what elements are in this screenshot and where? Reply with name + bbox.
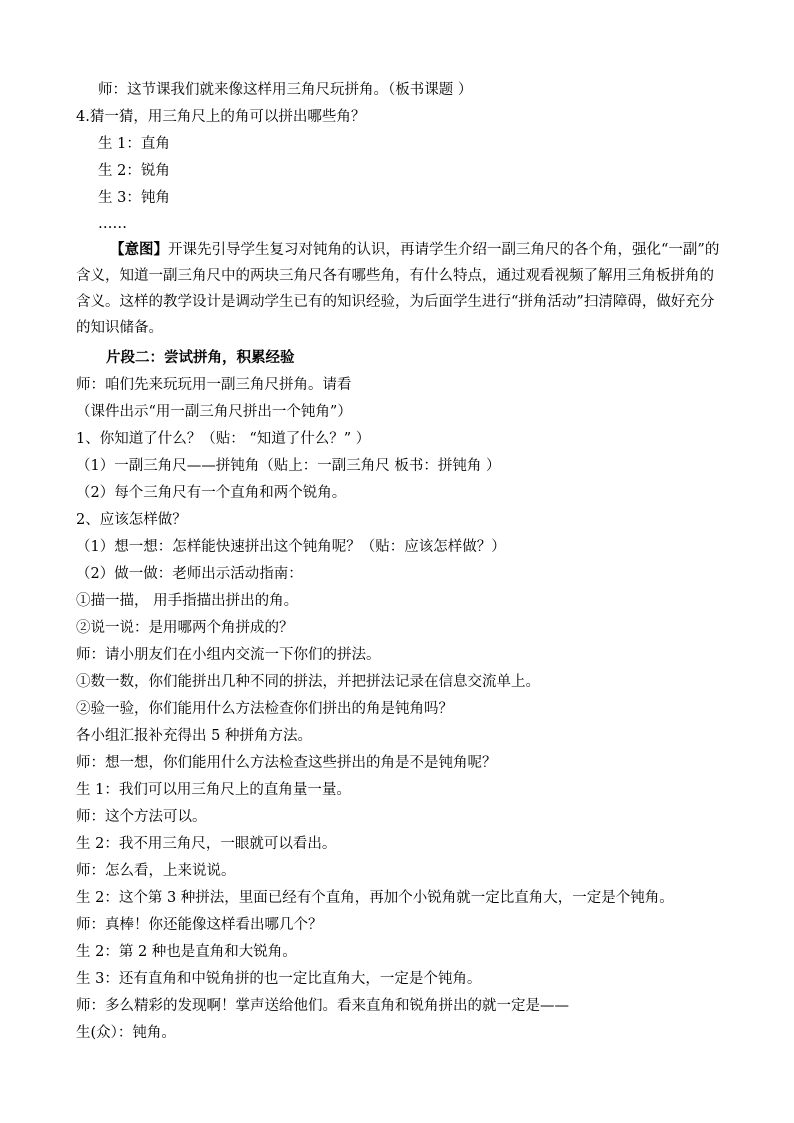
body-line: （1）一副三角尺——拼钝角（贴上：一副三角尺 板书：拼钝角 ） bbox=[76, 458, 501, 474]
intent-label: 【意图】 bbox=[110, 241, 168, 258]
body-line: （1）想一想：怎样能快速拼出这个钝角呢？（贴：应该怎样做？） bbox=[76, 539, 506, 555]
text-line-6: …… bbox=[98, 216, 127, 232]
body-line: 师：想一想，你们能用什么方法检查这些拼出的角是不是钝角呢？ bbox=[76, 755, 497, 771]
body-line: 师：请小朋友们在小组内交流一下你们的拼法。 bbox=[76, 647, 381, 663]
text-line-5: 生 3：钝角 bbox=[98, 190, 170, 206]
body-line: 生 1：我们可以用三角尺上的直角量一量。 bbox=[76, 782, 351, 798]
body-line: ②验一验，你们能用什么方法检查你们拼出的角是钝角吗？ bbox=[76, 701, 453, 717]
body-line: 生 3：还有直角和中锐角拼的也一定比直角大，一定是个钝角。 bbox=[76, 971, 482, 987]
body-line: 师：真棒！你还能像这样看出哪几个？ bbox=[76, 917, 323, 933]
body-line: ①描一描， 用手指描出拼出的角。 bbox=[76, 593, 299, 609]
body-line: 生 2：第 2 种也是直角和大锐角。 bbox=[76, 944, 297, 960]
body-line: ①数一数，你们能拼出几种不同的拼法，并把拼法记录在信息交流单上。 bbox=[76, 674, 540, 690]
text-line-2: 4.猜一猜，用三角尺上的角可以拼出哪些角？ bbox=[76, 109, 366, 125]
body-line: 各小组汇报补充得出 5 种拼角方法。 bbox=[76, 728, 312, 744]
body-line: 师：怎么看，上来说说。 bbox=[76, 863, 236, 879]
body-line: 生 2：我不用三角尺，一眼就可以看出。 bbox=[76, 836, 337, 852]
text-line-3: 生 1：直角 bbox=[98, 136, 170, 152]
intent-paragraph bbox=[76, 237, 726, 341]
body-line: 生 2：这个第 3 种拼法，里面已经有个直角，再加个小锐角就一定比直角大，一定是个钝角。 bbox=[76, 890, 674, 906]
body-line: ②说一说：是用哪两个角拼成的？ bbox=[76, 620, 294, 636]
body-line: 2、应该怎样做？ bbox=[76, 512, 187, 528]
intent-text: 开课先引导学生复习对钝角的认识，再请学生介绍一副三角尺的各个角，强化“一副”的含义，知道一副三角尺中的两块三角尺各有哪些角，有什么特点，通过观看视频了解用三角板拼角的含义。这样的教学设计是调动学生已有的知识经验，为后面学生进行“拼角活动”扫清障碍，做好充分的知识储备。 bbox=[76, 242, 720, 336]
text-line-1: 师：这节课我们就来像这样用三角尺玩拼角。（板书课题 ） bbox=[98, 82, 473, 98]
body-line: 师：这个方法可以。 bbox=[76, 809, 207, 825]
body-line: 师：多么精彩的发现啊！掌声送给他们。看来直角和锐角拼出的就一定是—— bbox=[76, 998, 569, 1014]
body-line: （2）做一做：老师出示活动指南： bbox=[76, 566, 303, 582]
text-line-4: 生 2：锐角 bbox=[98, 163, 170, 179]
body-line: 师：咱们先来玩玩用一副三角尺拼角。请看 bbox=[76, 377, 352, 393]
body-line: （课件出示“用一副三角尺拼出一个钝角”） bbox=[76, 404, 352, 420]
body-line: 生(众）：钝角。 bbox=[76, 1025, 176, 1041]
body-line: 1、你知道了什么？（贴： “知道了什么？” ） bbox=[76, 431, 371, 447]
body-line: （2）每个三角尺有一个直角和两个锐角。 bbox=[76, 485, 347, 501]
section-title: 片段二：尝试拼角，积累经验 bbox=[106, 349, 295, 366]
